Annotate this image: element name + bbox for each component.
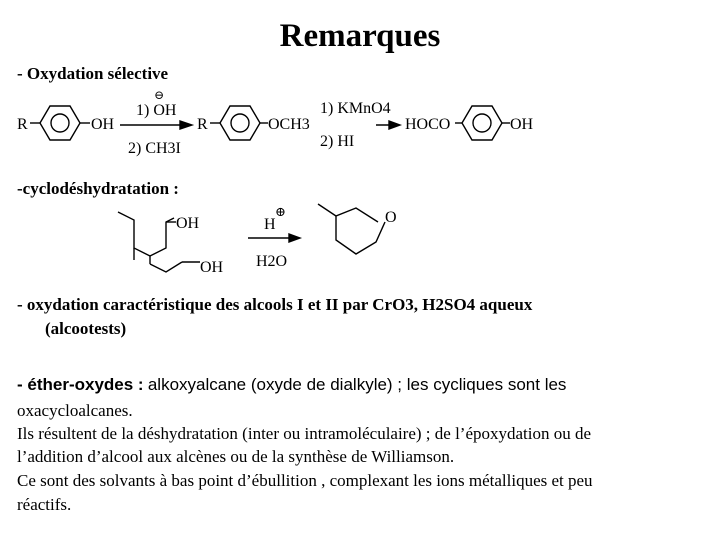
- benzene-ring-1: [40, 106, 80, 140]
- aromatic-circle-3: [473, 114, 491, 132]
- oxane-ring: [336, 208, 385, 254]
- oh-label-2: OH: [510, 116, 534, 133]
- diol-skeleton: [118, 212, 174, 256]
- arrowhead-1: [180, 121, 192, 129]
- alcootest-line-2: (alcootests): [45, 319, 127, 338]
- benzene-ring-2: [220, 106, 260, 140]
- svg-text:⊕: ⊕: [275, 204, 286, 219]
- reagent-1-bottom: 2) CH3I: [128, 140, 181, 157]
- oxidation-scheme: [0, 88, 720, 160]
- oh-label-1: OH: [91, 116, 115, 133]
- alcootest-line-1: - oxydation caractéristique des alcools I et II par CrO3, H2SO4 aqueux: [17, 295, 533, 314]
- diol-tail: [150, 262, 182, 272]
- reagent-1-top: 1) OH: [136, 102, 177, 119]
- r-label-2: R: [197, 116, 208, 133]
- arrowhead-3: [289, 234, 300, 242]
- oh-label-b: OH: [200, 259, 224, 276]
- page-title: Remarques: [279, 18, 441, 54]
- ether-oxydes-lead: - éther-oxydes :: [17, 375, 144, 394]
- byproduct-label: H2O: [256, 253, 288, 270]
- reagent-2-top: 1) KMnO4: [320, 100, 391, 117]
- svg-text:⊖: ⊖: [154, 88, 165, 102]
- och3-label: OCH3: [268, 116, 310, 133]
- oh-label-a: OH: [176, 215, 200, 232]
- ether-oxydes-line-5: Ce sont des solvants à bas point d’ébullition , complexant les ions métalliques et peu: [17, 471, 593, 490]
- heading-cyclodeshydratation: -cyclodéshydratation :: [17, 179, 179, 198]
- catalyst-label: H: [264, 216, 276, 233]
- reagent-2-bottom: 2) HI: [320, 133, 355, 150]
- ether-oxydes-line-2: oxacycloalcanes.: [17, 401, 133, 420]
- ether-oxydes-line-1: [17, 373, 566, 397]
- heading-oxydation-selective: - Oxydation sélective: [17, 64, 169, 83]
- benzene-ring-3: [462, 106, 502, 140]
- aromatic-circle-2: [231, 114, 249, 132]
- ether-oxydes-line-6: réactifs.: [17, 495, 72, 514]
- aromatic-circle-1: [51, 114, 69, 132]
- ether-oxydes-definition: alkoxyalcane (oxyde de dialkyle) ; les cycliques sont les: [147, 375, 567, 394]
- hoco-label: HOCO: [405, 116, 451, 133]
- ring-oxygen-label: O: [385, 209, 397, 226]
- methyl-substituent: [318, 204, 336, 216]
- cyclodehydration-scheme: [0, 198, 720, 280]
- r-label-1: R: [17, 116, 28, 133]
- arrowhead-2: [389, 121, 400, 129]
- ether-oxydes-line-4: l’addition d’alcool aux alcènes ou de la synthèse de Williamson.: [17, 447, 455, 466]
- ether-oxydes-line-3: Ils résultent de la déshydratation (inter ou intramoléculaire) ; de l’époxydation ou de: [17, 424, 592, 443]
